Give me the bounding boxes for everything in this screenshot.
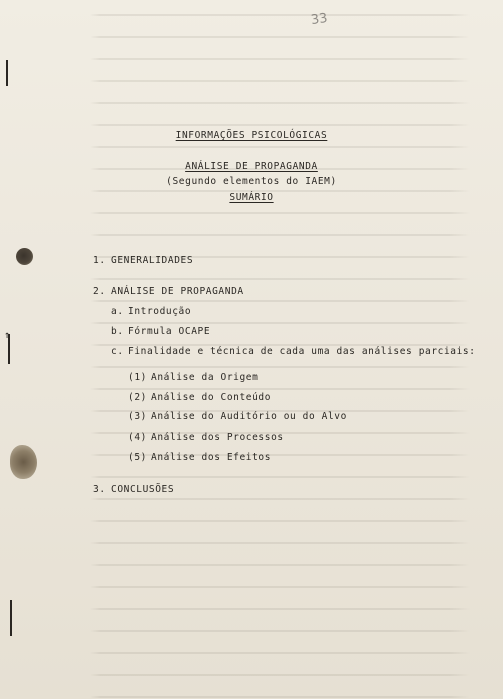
- pencil-page-number: 33: [310, 10, 329, 29]
- arrow-mark: ↑: [4, 330, 11, 341]
- section-number: 1.: [93, 255, 106, 266]
- item-letter: b.: [111, 326, 124, 337]
- item-text: Finalidade e técnica de cada uma das análises parciais:: [128, 346, 476, 357]
- section-title: CONCLUSÕES: [111, 484, 175, 495]
- subitem-text: Análise do Auditório ou do Alvo: [151, 411, 347, 422]
- summary-label: SUMÁRIO: [229, 192, 274, 203]
- punch-hole-torn: [10, 445, 37, 479]
- subitem-number: (2): [128, 392, 147, 403]
- subitem-number: (3): [128, 411, 147, 422]
- subitem-text: Análise dos Processos: [151, 432, 284, 443]
- subtitle: ANÁLISE DE PROPAGANDA: [185, 161, 318, 172]
- binder-mark-top: [6, 60, 8, 86]
- subitem-text: Análise dos Efeitos: [151, 452, 272, 463]
- subitem-number: (1): [128, 372, 147, 383]
- binder-mark-bottom: [10, 600, 12, 636]
- subitem-number: (5): [128, 452, 147, 463]
- punch-hole-top: [16, 248, 33, 265]
- item-text: Fórmula OCAPE: [128, 326, 211, 337]
- section-title: GENERALIDADES: [111, 255, 194, 266]
- section-number: 2.: [93, 286, 106, 297]
- item-letter: c.: [111, 346, 124, 357]
- section-number: 3.: [93, 484, 106, 495]
- item-text: Introdução: [128, 306, 192, 317]
- subitem-number: (4): [128, 432, 147, 443]
- subitem-text: Análise do Conteúdo: [151, 392, 272, 403]
- subitem-text: Análise da Origem: [151, 372, 259, 383]
- item-letter: a.: [111, 306, 124, 317]
- main-title: INFORMAÇÕES PSICOLÓGICAS: [175, 130, 328, 141]
- section-title: ANÁLISE DE PROPAGANDA: [111, 286, 244, 297]
- source-note: (Segundo elementos do IAEM): [166, 176, 337, 187]
